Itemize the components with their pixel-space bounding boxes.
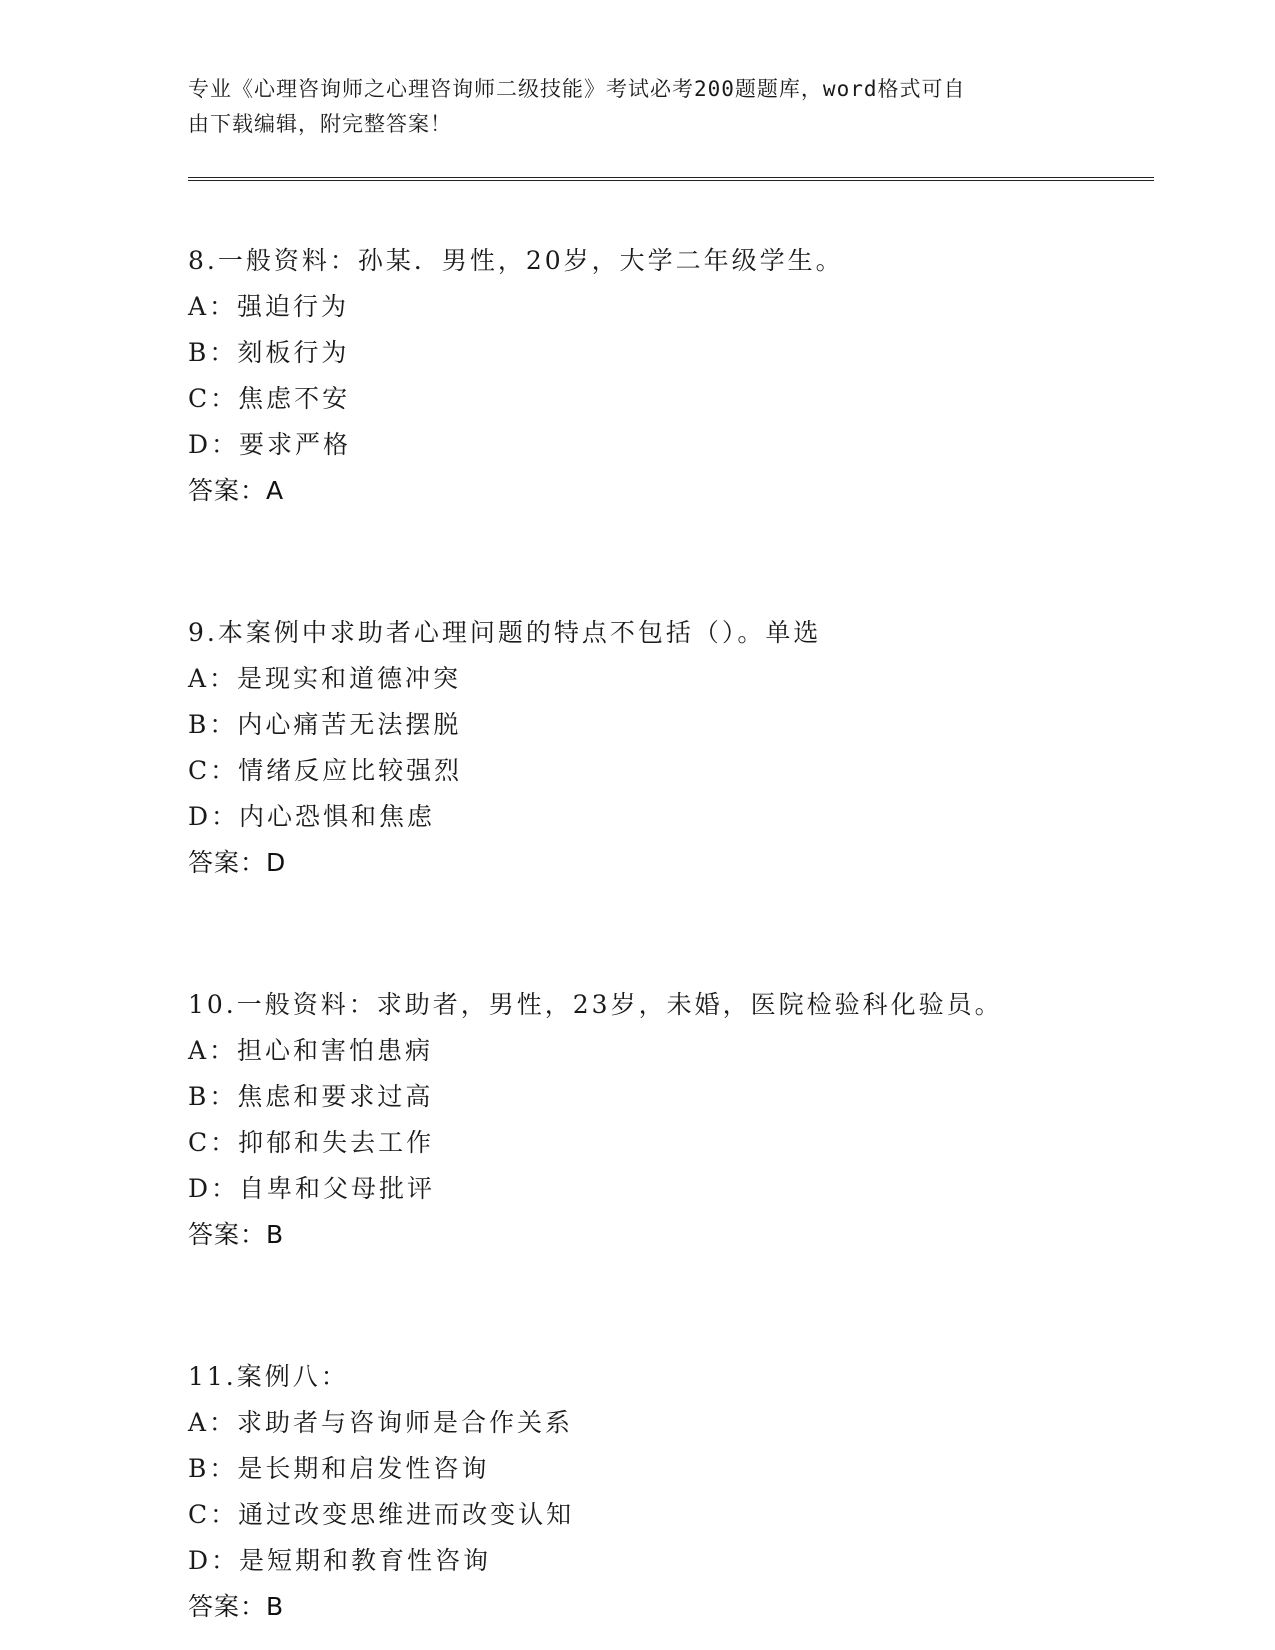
option-d: D：内心恐惧和焦虑 (188, 802, 436, 831)
question-stem: 9.本案例中求助者心理问题的特点不包括（）。单选 (188, 618, 822, 647)
option-d: D：自卑和父母批评 (188, 1174, 436, 1203)
option-c: C：抑郁和失去工作 (188, 1128, 435, 1157)
header-divider (188, 177, 1154, 181)
question-9 (188, 610, 1148, 886)
question-stem: 11.案例八： (188, 1362, 349, 1391)
option-d: D：要求严格 (188, 430, 352, 459)
option-a: A：强迫行为 (188, 292, 350, 321)
option-a: A：担心和害怕患病 (188, 1036, 434, 1065)
option-b: B：刻板行为 (188, 338, 350, 367)
question-stem: 10.一般资料：求助者，男性，23岁，未婚，医院检验科化验员。 (188, 990, 1003, 1019)
header-line-1: 专业《心理咨询师之心理咨询师二级技能》考试必考200题题库，word格式可自 (188, 77, 966, 101)
option-c: C：情绪反应比较强烈 (188, 756, 463, 785)
option-d: D：是短期和教育性咨询 (188, 1546, 492, 1575)
option-b: B：是长期和启发性咨询 (188, 1454, 490, 1483)
answer-line: 答案：A (188, 476, 285, 505)
question-stem: 8.一般资料：孙某．男性，20岁，大学二年级学生。 (188, 246, 844, 275)
option-a: A：求助者与咨询师是合作关系 (188, 1408, 574, 1437)
answer-line: 答案：B (188, 1592, 285, 1621)
document-header (188, 72, 1068, 142)
question-list (188, 238, 1148, 1630)
option-b: B：内心痛苦无法摆脱 (188, 710, 462, 739)
option-c: C：通过改变思维进而改变认知 (188, 1500, 575, 1529)
answer-line: 答案：B (188, 1220, 285, 1249)
question-11 (188, 1354, 1148, 1630)
answer-line: 答案：D (188, 848, 287, 877)
option-a: A：是现实和道德冲突 (188, 664, 462, 693)
option-b: B：焦虑和要求过高 (188, 1082, 434, 1111)
question-8 (188, 238, 1148, 514)
question-10 (188, 982, 1148, 1258)
option-c: C：焦虑不安 (188, 384, 351, 413)
header-line-2: 由下载编辑，附完整答案！ (188, 112, 452, 136)
